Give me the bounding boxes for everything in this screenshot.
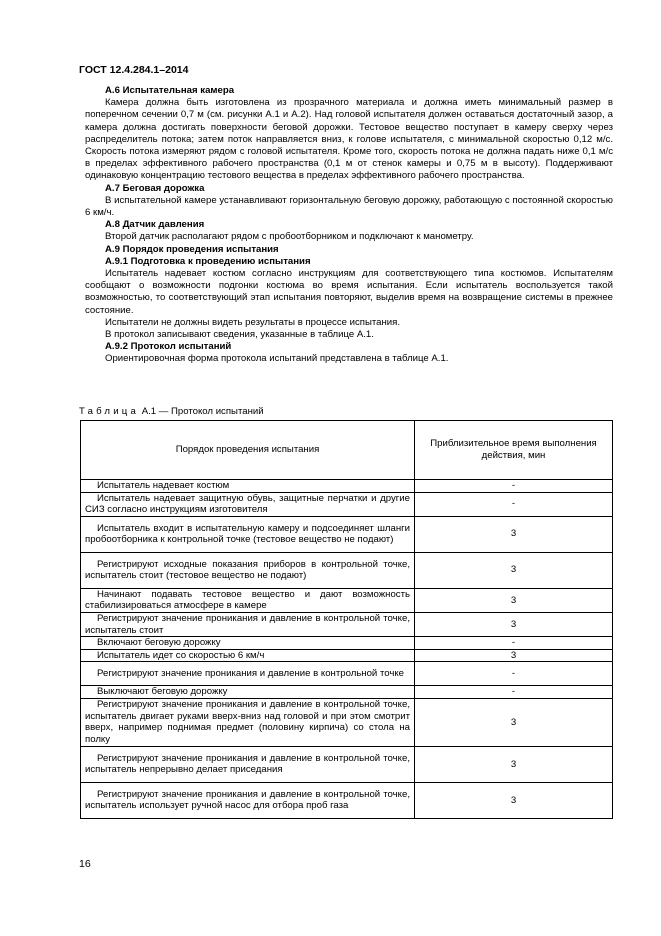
header-time: Приблизительное время выполнения действия, мин [415, 421, 613, 480]
table-caption-number: А.1 [141, 406, 157, 417]
paragraph: Ориентировочная форма протокола испытаний представлена в таблице А.1. [105, 353, 449, 365]
section-heading: А.9.2 Протокол испытаний [105, 341, 232, 353]
time-cell: - [415, 686, 613, 699]
paragraph: Второй датчик располагают рядом с пробоотборником и подключают к манометру. [105, 231, 474, 243]
table-row [81, 588, 613, 612]
table-row [81, 686, 613, 699]
document-header: ГОСТ 12.4.284.1–2014 [79, 64, 189, 76]
header-step: Порядок проведения испытания [81, 421, 415, 480]
step-cell: Испытатель надевает костюм [81, 480, 415, 493]
table-row [81, 698, 613, 746]
step-cell: Регистрируют исходные показания приборов в контрольной точке, испытатель стоит (тестовое вещество не подают) [81, 552, 415, 588]
paragraph: Испытатель надевает костюм согласно инструкциям для соответствующего типа костюмов. Испытателям сообщают о возможности подгонки костюма во время испытания. Если испытатель воспользуется такой возможностью, то соответствующий этап испытания повторяют, выделив время на возвращение системы в прежнее состояние. [85, 268, 613, 316]
table-caption-title: — Протокол испытаний [158, 406, 264, 417]
time-cell: 3 [415, 552, 613, 588]
time-cell: 3 [415, 649, 613, 662]
table-row [81, 746, 613, 782]
step-cell: Испытатель входит в испытательную камеру и подсоединяет шланги пробоотборника к контрольной точке (тестовое вещество не подают) [81, 516, 415, 552]
time-cell: 3 [415, 588, 613, 612]
table-caption [79, 406, 264, 417]
section-heading: А.7 Беговая дорожка [105, 182, 205, 194]
step-cell: Регистрируют значение проникания и давление в контрольной точке [81, 662, 415, 686]
time-cell: - [415, 492, 613, 516]
step-cell: Регистрируют значение проникания и давление в контрольной точке, испытатель использует ручной насос для отбора проб газа [81, 782, 415, 818]
table-row [81, 662, 613, 686]
section-heading: А.9 Порядок проведения испытания [105, 243, 279, 255]
paragraph: Испытатели не должны видеть результаты в процессе испытания. [105, 316, 401, 328]
section-heading: А.6 Испытательная камера [105, 85, 235, 96]
time-cell: - [415, 480, 613, 493]
paragraph: В испытательной камере устанавливают горизонтальную беговую дорожку, работающую с постоянной скоростью 6 км/ч. [85, 194, 613, 219]
table-row [81, 612, 613, 636]
time-cell: 3 [415, 698, 613, 746]
time-cell: - [415, 662, 613, 686]
time-cell: 3 [415, 516, 613, 552]
paragraph: Камера должна быть изготовлена из прозрачного материала и должна иметь минимальный размер в поперечном сечении 0,7 м (см. рисунки А.1 и А.2). Над головой испытателя должен оставаться достаточный зазор, а камера должна достигать поверхности беговой дорожки. Тестовое вещество поступает в камеру сверху через распределитель потока; затем поток направляется вниз, к голове испытателя, с минимальной скоростью 0,12 м/с. Скорость потока измеряют рядом с головой испытателя. Кроме того, скорость потока не должна падать ниже 0,1 м/с в пределах эффективного рабочего пространства (0,1 м от стенок камеры и 0,75 м в высоту). Поддерживают одинаковую концентрацию тестового вещества в пределах эффективного рабочего пространства. [85, 97, 613, 182]
document-body [85, 85, 613, 366]
table-row [81, 492, 613, 516]
section-heading: А.8 Датчик давления [105, 219, 205, 231]
step-cell: Испытатель надевает защитную обувь, защитные перчатки и другие СИЗ согласно инструкциям изготовителя [81, 492, 415, 516]
table-caption-word: Таблица [79, 406, 140, 417]
table-row [81, 649, 613, 662]
step-cell: Включают беговую дорожку [81, 637, 415, 650]
table-row [81, 516, 613, 552]
time-cell: - [415, 637, 613, 650]
table-row [81, 480, 613, 493]
time-cell: 3 [415, 782, 613, 818]
page-number: 16 [79, 858, 91, 870]
table-row [81, 782, 613, 818]
section-heading: А.9.1 Подготовка к проведению испытания [105, 255, 311, 267]
step-cell: Испытатель идет со скоростью 6 км/ч [81, 649, 415, 662]
table-header-row [81, 421, 613, 480]
step-cell: Начинают подавать тестовое вещество и дают возможность стабилизироваться атмосфере в камере [81, 588, 415, 612]
paragraph: В протокол записывают сведения, указанные в таблице А.1. [105, 329, 374, 341]
table-row [81, 552, 613, 588]
step-cell: Регистрируют значение проникания и давление в контрольной точке, испытатель двигает руками вверх-вниз над головой и при этом смотрит вверх, например поднимая предмет (половину кирпича) со стола на полку [81, 698, 415, 746]
table-row [81, 637, 613, 650]
protocol-table [80, 420, 613, 819]
step-cell: Регистрируют значение проникания и давление в контрольной точке, испытатель стоит [81, 612, 415, 636]
time-cell: 3 [415, 612, 613, 636]
step-cell: Выключают беговую дорожку [81, 686, 415, 699]
step-cell: Регистрируют значение проникания и давление в контрольной точке, испытатель непрерывно делает приседания [81, 746, 415, 782]
time-cell: 3 [415, 746, 613, 782]
